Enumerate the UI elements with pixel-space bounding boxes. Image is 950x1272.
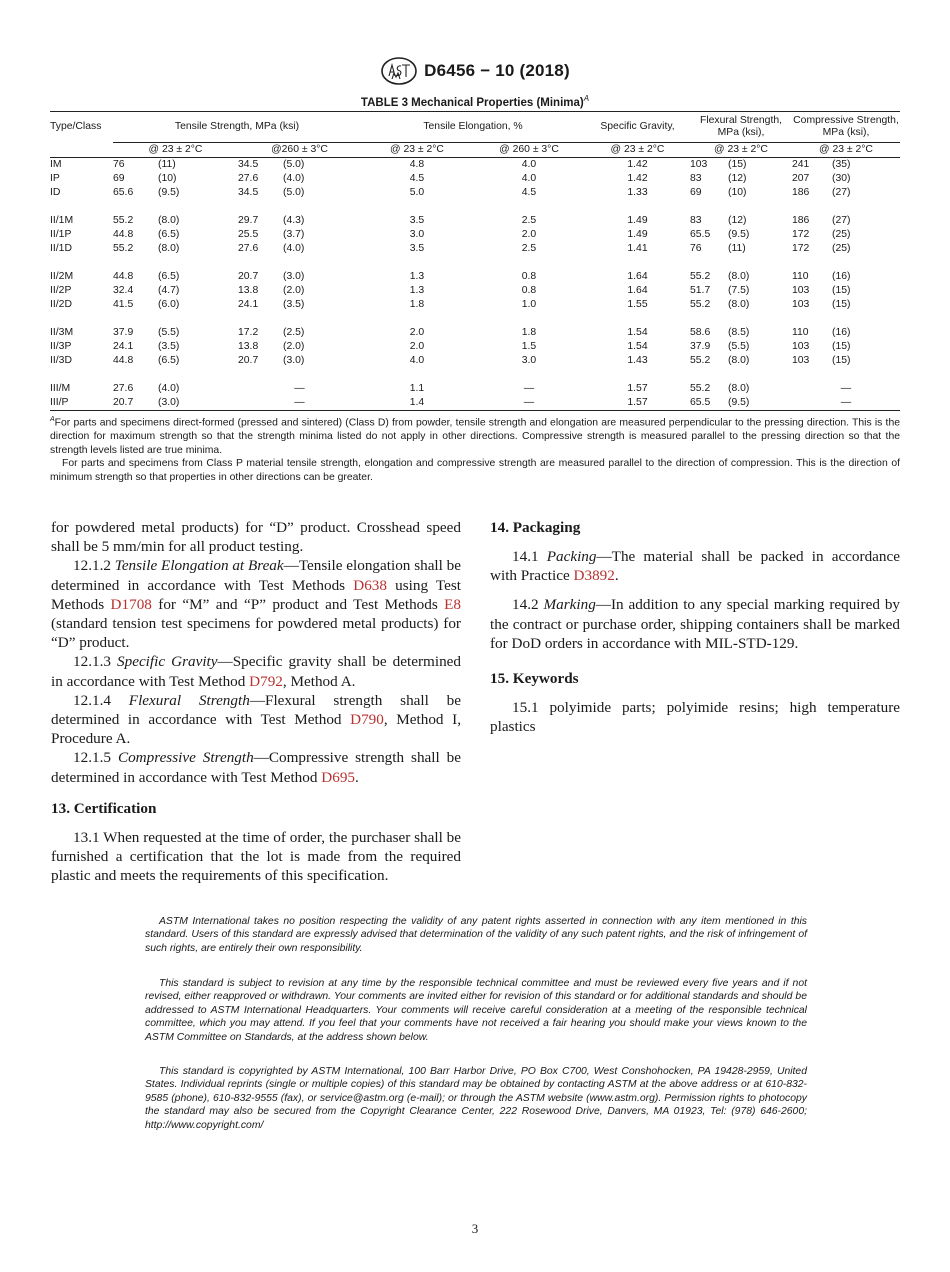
table-cell-type-class: III/P bbox=[50, 397, 69, 408]
section-14-2: 14.2 Marking—In addition to any special marking required by the contract or purchase order, shipping containers shall be marked for DoD orders in accordance with MIL-STD-129. bbox=[490, 596, 901, 652]
table-cell: 13.8 bbox=[238, 285, 259, 296]
header-flexural-strength: Flexural Strength, MPa (ksi), bbox=[699, 115, 782, 138]
table-cell: (9.5) bbox=[728, 397, 750, 408]
table-cell: 55.2 bbox=[113, 215, 134, 226]
table-cell: 2.0 bbox=[409, 327, 425, 338]
header-specific-gravity: Specific Gravity, bbox=[600, 121, 675, 132]
table-cell: 20.7 bbox=[238, 355, 259, 366]
table-cell: (27) bbox=[832, 187, 851, 198]
table-cell: 27.6 bbox=[238, 243, 259, 254]
table-cell: (8.0) bbox=[728, 383, 750, 394]
table-cell: 1.42 bbox=[627, 173, 648, 184]
table-cell: (27) bbox=[832, 215, 851, 226]
table-cell: 4.8 bbox=[409, 159, 425, 170]
table-cell: 186 bbox=[792, 187, 810, 198]
table-cell: 1.57 bbox=[627, 383, 648, 394]
table-cell: (6.5) bbox=[158, 229, 180, 240]
table-cell: 103 bbox=[792, 285, 810, 296]
table-cell: 0.8 bbox=[521, 271, 537, 282]
table-cell: (11) bbox=[728, 243, 746, 254]
table-cell: 1.8 bbox=[521, 327, 537, 338]
table-cell-type-class: II/2M bbox=[50, 271, 74, 282]
link-d3892[interactable]: D3892 bbox=[573, 567, 615, 585]
table-cell: 69 bbox=[113, 173, 125, 184]
table-caption-note: A bbox=[583, 94, 590, 103]
table-cell: 103 bbox=[690, 159, 708, 170]
table-cell-type-class: II/1D bbox=[50, 243, 72, 254]
table-cell: 29.7 bbox=[238, 215, 259, 226]
footnote-class-p: For parts and specimens from Class P material tensile strength, elongation and compressive strength are measured parallel to the direction of compression. This is the direction of minimum strength so that properties in other directions can be greater. bbox=[50, 458, 900, 483]
table-cell: 110 bbox=[792, 271, 809, 282]
link-e8[interactable]: E8 bbox=[444, 595, 462, 613]
table-footnotes bbox=[50, 413, 900, 484]
table-cell: 2.0 bbox=[521, 229, 537, 240]
header-tensile-strength: Tensile Strength, MPa (ksi) bbox=[174, 121, 300, 132]
table-cell: (30) bbox=[832, 173, 851, 184]
table-subheader-row bbox=[50, 143, 900, 158]
table-cell: 1.33 bbox=[627, 187, 648, 198]
table-row bbox=[50, 270, 900, 284]
table-cell: 4.5 bbox=[521, 187, 537, 198]
table-cell: (25) bbox=[832, 229, 851, 240]
table-cell: 83 bbox=[690, 173, 702, 184]
table-cell-type-class: IP bbox=[50, 173, 60, 184]
table-row bbox=[50, 242, 900, 256]
header-compressive-strength: Compressive Strength, MPa (ksi), bbox=[793, 115, 899, 138]
table-cell: 4.0 bbox=[409, 355, 425, 366]
table-row bbox=[50, 186, 900, 200]
table-cell: 3.0 bbox=[521, 355, 537, 366]
table-cell: (3.7) bbox=[283, 229, 305, 240]
table-cell: 4.0 bbox=[521, 173, 537, 184]
table-cell: 55.2 bbox=[113, 243, 134, 254]
table-cell: 24.1 bbox=[238, 299, 259, 310]
link-d1708[interactable]: D1708 bbox=[110, 595, 152, 613]
table-cell: (15) bbox=[832, 285, 851, 296]
table-cell: 3.5 bbox=[409, 243, 425, 254]
table-cell: (35) bbox=[832, 159, 851, 170]
table-cell-type-class: II/2D bbox=[50, 299, 72, 310]
table-cell: (16) bbox=[832, 271, 851, 282]
table-cell: 65.6 bbox=[113, 187, 134, 198]
table-cell: (6.5) bbox=[158, 355, 180, 366]
table-cell-type-class: IM bbox=[50, 159, 62, 170]
table-cell: 1.0 bbox=[521, 299, 537, 310]
table-cell: 83 bbox=[690, 215, 702, 226]
table-cell: 1.5 bbox=[521, 341, 537, 352]
table-cell: 1.3 bbox=[409, 285, 425, 296]
table-cell: (10) bbox=[728, 187, 747, 198]
table-cell: (9.5) bbox=[158, 187, 180, 198]
table-cell: (12) bbox=[728, 173, 747, 184]
table-row bbox=[50, 172, 900, 186]
table-cell: 55.2 bbox=[690, 271, 711, 282]
table-cell: (7.5) bbox=[728, 285, 750, 296]
table-cell: 1.43 bbox=[627, 355, 648, 366]
table-cell: 1.54 bbox=[627, 327, 648, 338]
footnote-a: $^A$For parts and specimens direct-formed (pressed and sintered) (Class D) from powder, tensile strength and elongation are measured perpendicular to the pressing direction. This is the direction for maximum strength so that the strength minima listed do not apply in other directions. Compressive strength is measured parallel to the pressing direction so that the strength levels listed are true minima. bbox=[50, 416, 900, 456]
table-cell: 1.41 bbox=[627, 243, 648, 254]
table-cell: (10) bbox=[158, 173, 177, 184]
subheader-fs-23: @ 23 ± 2°C bbox=[690, 143, 792, 158]
table-cell: (16) bbox=[832, 327, 851, 338]
table-cell: (15) bbox=[832, 355, 851, 366]
table-cell: 110 bbox=[792, 327, 809, 338]
table-cell: 4.0 bbox=[521, 159, 537, 170]
table-cell-type-class: II/3M bbox=[50, 327, 74, 338]
subheader-ts-260: @260 ± 3°C bbox=[238, 143, 361, 158]
table-cell: 3.5 bbox=[409, 215, 425, 226]
table-cell: 55.2 bbox=[690, 383, 711, 394]
table-cell: — bbox=[523, 397, 535, 408]
table-cell: (4.7) bbox=[158, 285, 180, 296]
table-cell: 44.8 bbox=[113, 355, 134, 366]
table-cell: (4.0) bbox=[283, 243, 305, 254]
table-cell: 51.7 bbox=[690, 285, 711, 296]
table-cell: 2.0 bbox=[409, 341, 425, 352]
table-cell: 5.0 bbox=[409, 187, 425, 198]
table-cell: (5.5) bbox=[728, 341, 750, 352]
table-cell: (4.0) bbox=[283, 173, 305, 184]
table-cell: 1.49 bbox=[627, 215, 648, 226]
table-cell: 1.49 bbox=[627, 229, 648, 240]
table-cell: (25) bbox=[832, 243, 851, 254]
table-cell: 65.5 bbox=[690, 397, 711, 408]
table-row bbox=[50, 298, 900, 312]
table-cell: 1.1 bbox=[409, 383, 425, 394]
table-cell: 103 bbox=[792, 341, 810, 352]
table-cell: 241 bbox=[792, 159, 810, 170]
table-cell: 103 bbox=[792, 355, 810, 366]
table-cell: 37.9 bbox=[113, 327, 134, 338]
table-cell: 44.8 bbox=[113, 229, 134, 240]
table-cell: 44.8 bbox=[113, 271, 134, 282]
table-cell-type-class: III/M bbox=[50, 383, 71, 394]
table-row bbox=[50, 228, 900, 242]
page-number: 3 bbox=[471, 1221, 479, 1236]
table-cell: (5.5) bbox=[158, 327, 180, 338]
table-row bbox=[50, 158, 900, 173]
table-cell: 37.9 bbox=[690, 341, 711, 352]
table-cell-type-class: II/3D bbox=[50, 355, 72, 366]
section-14-1: 14.1 Packing—The material shall be packed in accordance with Practice D3892. bbox=[490, 548, 900, 585]
body-column-right bbox=[490, 518, 900, 736]
table-row bbox=[50, 326, 900, 340]
heading-packaging: 14. Packaging bbox=[490, 519, 581, 536]
section-13-1: 13.1 When requested at the time of order, the purchaser shall be furnished a certification that the lot is made from the required plastic and meets the requirements of this specification. bbox=[51, 828, 461, 885]
link-d790[interactable]: D790 bbox=[350, 711, 384, 729]
subheader-te-23: @ 23 ± 2°C bbox=[361, 143, 473, 158]
mechanical-properties-table bbox=[50, 111, 900, 411]
section-15-1: 15.1 polyimide parts; polyimide resins; high temperature plastics bbox=[490, 699, 900, 736]
table-cell: 34.5 bbox=[238, 159, 259, 170]
table-cell: 58.6 bbox=[690, 327, 711, 338]
table-cell: 4.5 bbox=[409, 173, 425, 184]
section-12-1-3: 12.1.3 Specific Gravity—Specific gravity shall be determined in accordance with Test Method D792, Method A. bbox=[51, 653, 461, 690]
table-cell: 1.57 bbox=[627, 397, 648, 408]
table-cell: 25.5 bbox=[238, 229, 259, 240]
table-cell: 1.55 bbox=[627, 299, 648, 310]
table-row bbox=[50, 396, 900, 410]
subheader-te-260: @ 260 ± 3°C bbox=[473, 143, 585, 158]
table-cell: — bbox=[840, 397, 852, 408]
table-cell: (15) bbox=[728, 159, 747, 170]
table-cell: (6.5) bbox=[158, 271, 180, 282]
table-cell: 207 bbox=[792, 173, 810, 184]
table-cell: 1.42 bbox=[627, 159, 648, 170]
table-cell: 172 bbox=[792, 243, 810, 254]
table-cell: — bbox=[840, 383, 852, 394]
table-cell: 13.8 bbox=[238, 341, 259, 352]
table-cell: — bbox=[523, 383, 535, 394]
table-cell: (2.5) bbox=[283, 327, 305, 338]
table-cell-type-class: II/1M bbox=[50, 215, 74, 226]
table-cell-type-class: II/2P bbox=[50, 285, 72, 296]
table-cell: — bbox=[294, 383, 305, 394]
table-cell: (8.0) bbox=[158, 243, 180, 254]
table-caption-text: TABLE 3 Mechanical Properties (Minima) bbox=[360, 96, 584, 109]
table-cell: (9.5) bbox=[728, 229, 750, 240]
table-cell: (11) bbox=[158, 159, 176, 170]
table-cell: 186 bbox=[792, 215, 810, 226]
table-cell: 0.8 bbox=[521, 285, 537, 296]
table-cell-type-class: II/1P bbox=[50, 229, 72, 240]
table-caption bbox=[0, 94, 950, 109]
section-12-1-2: 12.1.2 Tensile Elongation at Break—Tensile elongation shall be determined in accordance with Test Methods D638 using Test Methods D1708 for “M” and “P” product and Test Methods E8 (standard tension test specimens for powdered metal products) for “D” product. bbox=[51, 557, 462, 652]
table-cell: (3.0) bbox=[283, 271, 305, 282]
table-cell: 1.54 bbox=[627, 341, 648, 352]
table-cell: 55.2 bbox=[690, 299, 711, 310]
subheader-ts-23: @ 23 ± 2°C bbox=[113, 143, 238, 158]
table-cell: (5.0) bbox=[283, 159, 305, 170]
table-cell: (2.0) bbox=[283, 341, 305, 352]
table-cell: 27.6 bbox=[113, 383, 134, 394]
table-cell: 24.1 bbox=[113, 341, 134, 352]
table-cell: (15) bbox=[832, 341, 851, 352]
table-cell: (3.0) bbox=[158, 397, 180, 408]
link-d695[interactable]: D695 bbox=[321, 768, 356, 786]
table-cell: (3.5) bbox=[158, 341, 180, 352]
table-row bbox=[50, 354, 900, 368]
table-cell: 32.4 bbox=[113, 285, 134, 296]
section-12-1-5: 12.1.5 Compressive Strength—Compressive strength shall be determined in accordance with Test Method D695. bbox=[51, 749, 462, 786]
table-cell: — bbox=[294, 397, 305, 408]
copyright-notice: This standard is copyrighted by ASTM International, 100 Barr Harbor Drive, PO Box C700, West Conshohocken, PA 19428-2959, United States. Individual reprints (single or multiple copies) of this standard may be obtained by contacting ASTM at the above address or at 610-832-9585 (phone), 610-832-9555 (fax), or service@astm.org (e-mail); or through the ASTM website (www.astm.org). Permission rights to photocopy the standard may also be secured from the Copyright Clearance Center, 222 Rosewood Drive, Danvers, MA 01923, Tel: (978) 646-2600; http://www.copyright.com/ bbox=[145, 1066, 807, 1131]
table-cell: 69 bbox=[690, 187, 702, 198]
table-cell: 27.6 bbox=[238, 173, 259, 184]
table-cell: (3.5) bbox=[283, 299, 305, 310]
table-cell: (15) bbox=[832, 299, 851, 310]
heading-certification: 13. Certification bbox=[51, 799, 157, 817]
table-row bbox=[50, 382, 900, 396]
table-cell: (5.0) bbox=[283, 187, 305, 198]
table-cell: 172 bbox=[792, 229, 810, 240]
table-cell: (12) bbox=[728, 215, 747, 226]
subheader-cs-23: @ 23 ± 2°C bbox=[792, 143, 900, 158]
table-header-row bbox=[50, 112, 900, 143]
table-cell: 1.64 bbox=[627, 271, 648, 282]
header-type-class: Type/Class bbox=[50, 121, 102, 133]
table-cell: (8.0) bbox=[158, 215, 180, 226]
table-cell: 3.0 bbox=[409, 229, 425, 240]
table-cell: 41.5 bbox=[113, 299, 134, 310]
table-cell: 2.5 bbox=[521, 243, 537, 254]
table-cell: 1.64 bbox=[627, 285, 648, 296]
link-d638[interactable]: D638 bbox=[353, 576, 387, 594]
table-cell: (8.0) bbox=[728, 299, 750, 310]
section-12-1-4: 12.1.4 Flexural Strength—Flexural strength shall be determined in accordance with Test Method D790, Method I, Procedure A. bbox=[51, 691, 462, 748]
header-tensile-elongation: Tensile Elongation, % bbox=[423, 121, 523, 132]
table-cell: (8.0) bbox=[728, 271, 750, 282]
table-cell: 34.5 bbox=[238, 187, 259, 198]
body-column-left bbox=[51, 518, 461, 885]
table-cell: (2.0) bbox=[283, 285, 305, 296]
table-cell: (8.5) bbox=[728, 327, 750, 338]
table-cell-type-class: II/3P bbox=[50, 341, 72, 352]
table-cell: 20.7 bbox=[238, 271, 259, 282]
table-cell: 103 bbox=[792, 299, 810, 310]
subheader-sg-23: @ 23 ± 2°C bbox=[585, 143, 690, 158]
table-cell: (4.3) bbox=[283, 215, 305, 226]
table-cell: 1.4 bbox=[409, 397, 425, 408]
patent-notice: ASTM International takes no position respecting the validity of any patent rights asserted in connection with any item mentioned in this standard. Users of this standard are expressly advised that determination of the validity of any such patent rights, and the risk of infringement of such rights, are entirely their own responsibility. bbox=[145, 916, 807, 954]
table-cell: 2.5 bbox=[521, 215, 537, 226]
table-cell-type-class: ID bbox=[50, 187, 61, 198]
table-cell: 76 bbox=[113, 159, 125, 170]
paragraph-continuation: for powdered metal products) for “D” product. Crosshead speed shall be 5 mm/min for all product testing. bbox=[51, 519, 461, 556]
table-row bbox=[50, 214, 900, 228]
table-cell: (8.0) bbox=[728, 355, 750, 366]
table-cell: 17.2 bbox=[238, 327, 259, 338]
table-cell: (4.0) bbox=[158, 383, 180, 394]
link-d792[interactable]: D792 bbox=[249, 672, 283, 690]
footnote-marker: A bbox=[50, 416, 55, 423]
table-cell: 20.7 bbox=[113, 397, 134, 408]
heading-keywords: 15. Keywords bbox=[490, 670, 579, 688]
revision-notice: This standard is subject to revision at any time by the responsible technical committee and must be reviewed every five years and if not revised, either reapproved or withdrawn. Your comments are invited either for revision of this standard or for additional standards and should be addressed to ASTM International Headquarters. Your comments will receive careful consideration at a meeting of the responsible technical committee, which you may attend. If you feel that your comments have not received a fair hearing you should make your views known to the ASTM Committee on Standards, at the address shown below. bbox=[145, 978, 807, 1043]
astm-logo-icon bbox=[380, 56, 418, 86]
table-cell: 55.2 bbox=[690, 355, 711, 366]
table-cell: 1.3 bbox=[409, 271, 425, 282]
table-cell: (6.0) bbox=[158, 299, 180, 310]
table-row bbox=[50, 284, 900, 298]
document-designation: D6456 − 10 (2018) bbox=[424, 61, 570, 80]
table-cell: 65.5 bbox=[690, 229, 711, 240]
document-header bbox=[0, 56, 950, 86]
table-cell: 76 bbox=[690, 243, 702, 254]
table-row bbox=[50, 340, 900, 354]
table-cell: 1.8 bbox=[409, 299, 425, 310]
table-cell: (3.0) bbox=[283, 355, 305, 366]
